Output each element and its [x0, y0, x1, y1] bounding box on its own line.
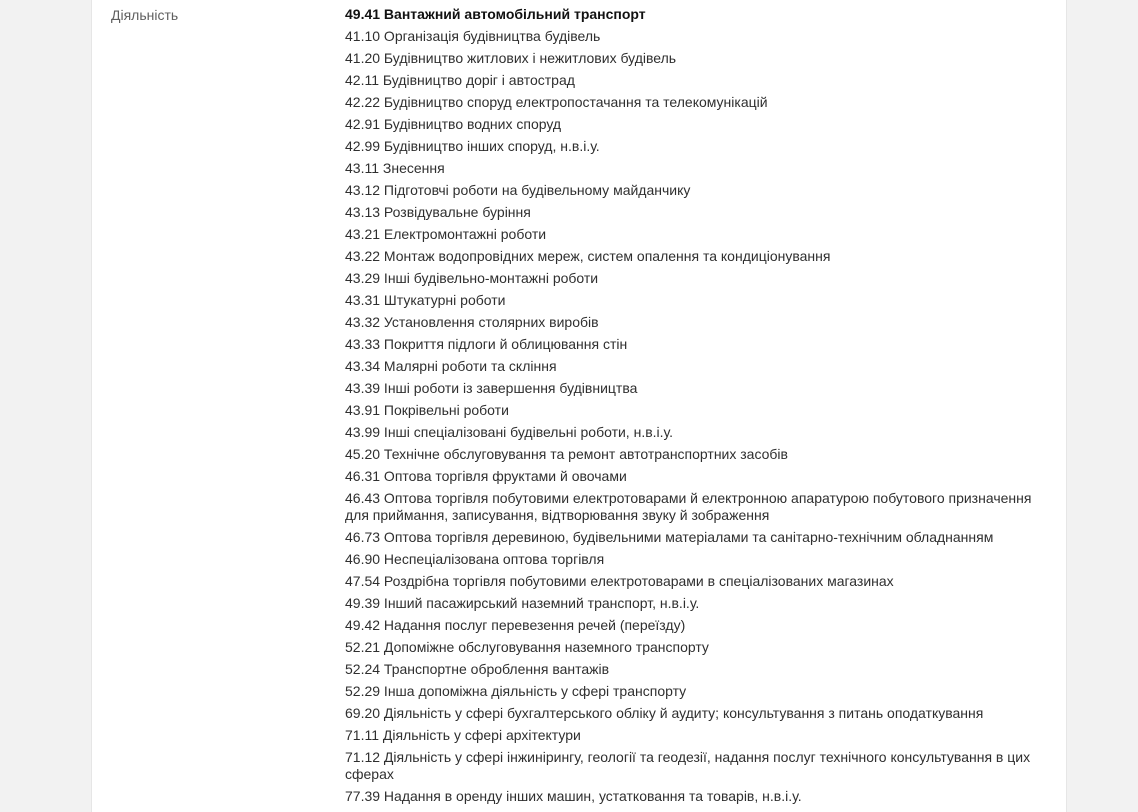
activity-item: 43.39 Інші роботи із завершення будівництва	[345, 380, 638, 396]
activity-item: 52.24 Транспортне оброблення вантажів	[345, 661, 610, 677]
activity-item: 45.20 Технічне обслуговування та ремонт автотранспортних засобів	[345, 446, 788, 462]
activity-item: 52.29 Інша допоміжна діяльність у сфері транспорту	[345, 683, 687, 699]
activity-item: 43.22 Монтаж водопровідних мереж, систем опалення та кондиціонування	[345, 248, 831, 264]
activity-item: 43.99 Інші спеціалізовані будівельні роботи, н.в.і.у.	[345, 424, 674, 440]
activity-item: 43.33 Покриття підлоги й облицювання стін	[345, 336, 628, 352]
activity-item: 43.29 Інші будівельно-монтажні роботи	[345, 270, 599, 286]
activity-item: 46.73 Оптова торгівля деревиною, будівельними матеріалами та санітарно-технічним обладнанням	[345, 529, 994, 545]
activity-item: 49.39 Інший пасажирський наземний транспорт, н.в.і.у.	[345, 595, 700, 611]
activity-item: 43.21 Електромонтажні роботи	[345, 226, 547, 242]
activity-item: 43.11 Знесення	[345, 160, 445, 176]
activity-item: 42.22 Будівництво споруд електропостачання та телекомунікацій	[345, 94, 768, 110]
company-details-card	[91, 0, 1067, 812]
activity-item: 42.91 Будівництво водних споруд	[345, 116, 562, 132]
activities-list	[345, 6, 1045, 810]
activity-item: 71.12 Діяльність у сфері інжинірингу, геології та геодезії, надання послуг технічного консультування в цих сферах	[345, 749, 1031, 782]
activities-label: Діяльність	[111, 7, 179, 23]
activity-item: 43.32 Установлення столярних виробів	[345, 314, 599, 330]
activity-item: 47.54 Роздрібна торгівля побутовими електротоварами в спеціалізованих магазинах	[345, 573, 894, 589]
activity-item: 49.42 Надання послуг перевезення речей (переїзду)	[345, 617, 686, 633]
activity-item: 41.20 Будівництво житлових і нежитлових будівель	[345, 50, 677, 66]
primary-activity: 49.41 Вантажний автомобільний транспорт	[345, 6, 646, 22]
activity-item: 77.39 Надання в оренду інших машин, устатковання та товарів, н.в.і.у.	[345, 788, 802, 804]
activity-item: 46.43 Оптова торгівля побутовими електротоварами й електронною апаратурою побутового призначення для приймання, записування, відтворювання звуку й зображення	[345, 490, 1032, 523]
activity-item: 42.99 Будівництво інших споруд, н.в.і.у.	[345, 138, 600, 154]
activity-item: 46.90 Неспеціалізована оптова торгівля	[345, 551, 605, 567]
activity-item: 43.34 Малярні роботи та скління	[345, 358, 557, 374]
activity-item: 42.11 Будівництво доріг і автострад	[345, 72, 575, 88]
activity-item: 41.10 Організація будівництва будівель	[345, 28, 601, 44]
activity-item: 69.20 Діяльність у сфері бухгалтерського обліку й аудиту; консультування з питань оподаткування	[345, 705, 984, 721]
activity-item: 43.91 Покрівельні роботи	[345, 402, 509, 418]
activity-item: 43.13 Розвідувальне буріння	[345, 204, 531, 220]
activity-item: 71.11 Діяльність у сфері архітектури	[345, 727, 581, 743]
activity-item: 52.21 Допоміжне обслуговування наземного транспорту	[345, 639, 709, 655]
activity-item: 43.12 Підготовчі роботи на будівельному майданчику	[345, 182, 691, 198]
activity-item: 46.31 Оптова торгівля фруктами й овочами	[345, 468, 627, 484]
activity-item: 43.31 Штукатурні роботи	[345, 292, 506, 308]
